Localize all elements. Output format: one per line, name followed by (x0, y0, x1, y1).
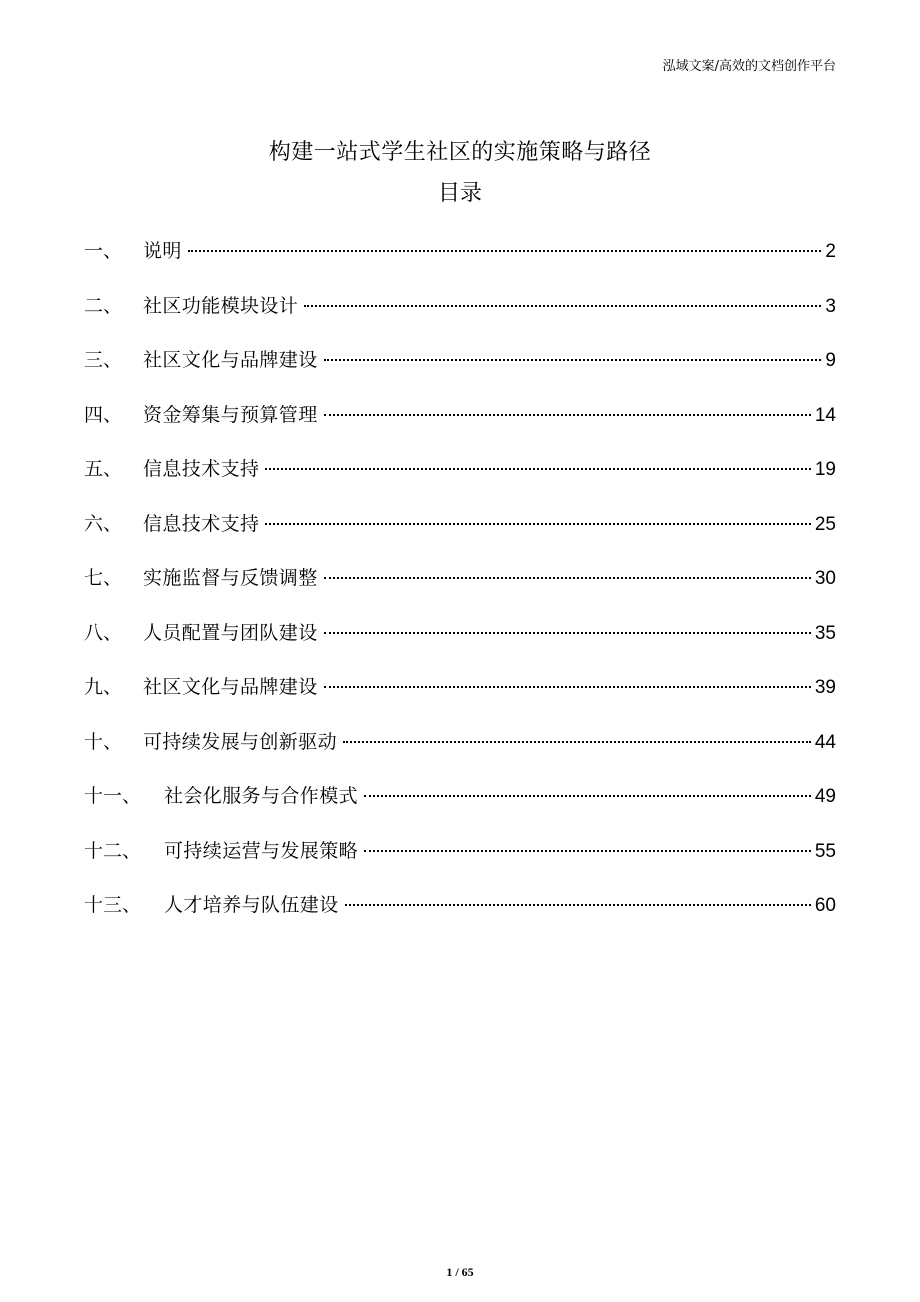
toc-entry-number: 十三、 (84, 894, 142, 916)
toc-entry[interactable] (84, 727, 836, 782)
table-of-contents (84, 236, 836, 945)
toc-dot-leader (343, 741, 811, 743)
toc-entry-page: 9 (825, 350, 836, 371)
toc-entry-title: 社区功能模块设计 (143, 294, 299, 317)
toc-entry-page: 39 (814, 677, 836, 698)
toc-dot-leader (364, 850, 811, 852)
toc-entry-title: 说明 (143, 240, 182, 262)
toc-entry[interactable] (84, 563, 836, 618)
toc-dot-leader (324, 632, 811, 634)
toc-dot-leader (324, 414, 811, 416)
toc-entry-title: 信息技术支持 (143, 458, 260, 480)
toc-dot-leader (324, 686, 811, 688)
toc-entry-number: 十一、 (84, 785, 142, 807)
toc-dot-leader (324, 359, 822, 361)
toc-entry-number: 十、 (84, 730, 123, 753)
toc-entry-page: 19 (814, 459, 836, 480)
header-divider (84, 80, 836, 81)
toc-heading: 目录 (437, 181, 482, 206)
toc-entry-title: 人才培养与队伍建设 (164, 894, 339, 916)
toc-entry-number: 三、 (84, 349, 123, 371)
toc-entry[interactable] (84, 509, 836, 564)
toc-entry-page: 25 (814, 513, 836, 535)
toc-entry[interactable] (84, 454, 836, 509)
toc-dot-leader (345, 904, 811, 906)
page-number-indicator: 1 / 65 (446, 1265, 474, 1279)
toc-entry-title: 社区文化与品牌建设 (143, 676, 318, 698)
toc-entry-title: 信息技术支持 (143, 512, 260, 535)
header-brand: 泓域文案/高效的文档创作平台 (662, 59, 836, 74)
toc-entry[interactable] (84, 291, 836, 346)
toc-entry-title: 可持续运营与发展策略 (164, 839, 359, 862)
toc-entry-number: 四、 (84, 403, 123, 426)
toc-entry-page: 35 (814, 622, 836, 644)
toc-entry-page: 60 (814, 895, 836, 916)
toc-entry-page: 55 (814, 840, 836, 862)
toc-entry-title: 人员配置与团队建设 (143, 621, 318, 644)
toc-entry-title: 实施监督与反馈调整 (143, 567, 318, 589)
toc-entry-title: 社区文化与品牌建设 (143, 349, 318, 371)
toc-entry-page: 2 (825, 241, 836, 262)
toc-entry-page: 44 (814, 731, 836, 753)
toc-entry-number: 七、 (84, 567, 123, 589)
toc-dot-leader (188, 250, 822, 252)
toc-entry-number: 二、 (84, 294, 123, 317)
toc-entry[interactable] (84, 781, 836, 836)
toc-entry[interactable] (84, 672, 836, 727)
toc-entry[interactable] (84, 618, 836, 673)
toc-entry-number: 九、 (84, 676, 123, 698)
toc-entry-number: 一、 (84, 240, 123, 262)
toc-dot-leader (265, 523, 810, 525)
toc-dot-leader (324, 577, 811, 579)
toc-entry[interactable] (84, 400, 836, 455)
toc-entry-title: 社会化服务与合作模式 (164, 785, 359, 807)
toc-entry-number: 八、 (84, 621, 123, 644)
toc-entry[interactable] (84, 890, 836, 945)
toc-entry[interactable] (84, 236, 836, 291)
toc-entry[interactable] (84, 836, 836, 891)
toc-entry-title: 资金筹集与预算管理 (143, 403, 318, 426)
toc-dot-leader (304, 305, 821, 307)
toc-entry-page: 3 (825, 295, 836, 317)
toc-entry-title: 可持续发展与创新驱动 (143, 730, 338, 753)
toc-dot-leader (364, 795, 811, 797)
toc-entry-page: 49 (814, 786, 836, 807)
toc-entry[interactable] (84, 345, 836, 400)
toc-entry-number: 五、 (84, 458, 123, 480)
toc-dot-leader (265, 468, 810, 470)
toc-entry-number: 十二、 (84, 839, 142, 862)
toc-entry-number: 六、 (84, 512, 123, 535)
toc-entry-page: 30 (814, 568, 836, 589)
document-title: 构建一站式学生社区的实施策略与路径 (268, 139, 652, 165)
toc-entry-page: 14 (814, 404, 836, 426)
